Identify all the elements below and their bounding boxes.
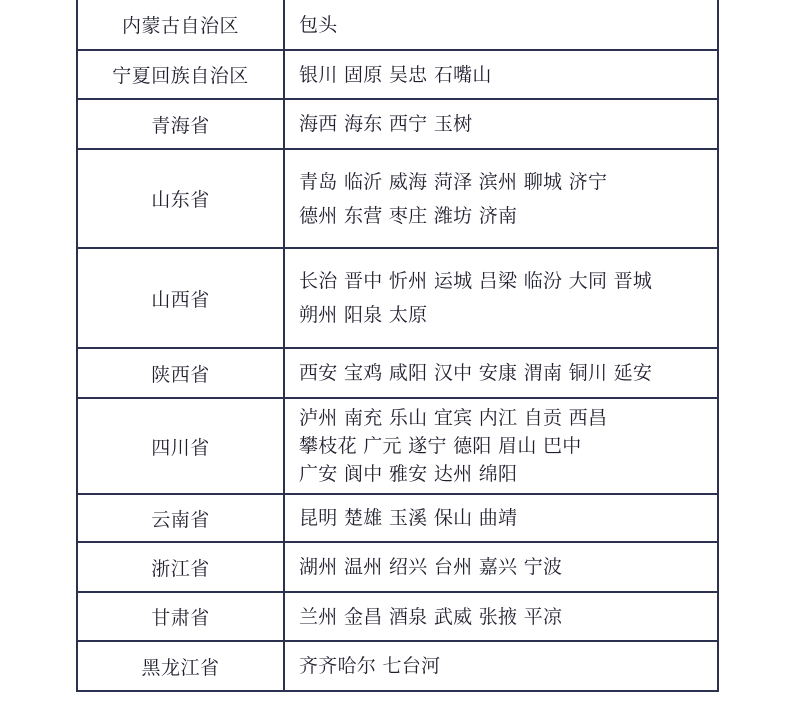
cities-cell [284,99,718,149]
city-line: 长治 晋中 忻州 运城 吕梁 临汾 大同 晋城 [299,270,653,292]
city-line: 湖州 温州 绍兴 台州 嘉兴 宁波 [299,556,563,578]
table-row [77,641,718,691]
city-line: 泸州 南充 乐山 宜宾 内江 自贡 西昌 [299,407,608,429]
province-cell: 云南省 [77,494,284,542]
city-line: 西安 宝鸡 咸阳 汉中 安康 渭南 铜川 延安 [299,362,653,384]
cities-cell [284,542,718,592]
region-table-container [76,0,717,692]
province-cell: 内蒙古自治区 [77,0,284,50]
city-line: 德州 东营 枣庄 潍坊 济南 [299,204,518,227]
city-line: 青岛 临沂 威海 菏泽 滨州 聊城 济宁 [299,170,608,193]
cities-cell [284,641,718,691]
province-cell: 山东省 [77,149,284,248]
city-line: 广安 阆中 雅安 达州 绵阳 [299,463,518,485]
city-line: 朔州 阳泉 太原 [299,304,428,326]
table-row [77,398,718,494]
cities-cell [284,0,718,50]
city-line: 昆明 楚雄 玉溪 保山 曲靖 [299,507,518,529]
cities-cell [284,50,718,99]
province-cell: 陕西省 [77,348,284,398]
province-cell: 宁夏回族自治区 [77,50,284,99]
province-cell: 四川省 [77,398,284,494]
table-row [77,0,718,50]
province-cell: 浙江省 [77,542,284,592]
province-cell: 山西省 [77,248,284,348]
table-row [77,494,718,542]
table-row [77,50,718,99]
province-cell: 青海省 [77,99,284,149]
province-cell: 黑龙江省 [77,641,284,691]
cities-cell [284,348,718,398]
cities-cell [284,248,718,348]
table-row [77,348,718,398]
city-line: 齐齐哈尔 七台河 [299,655,441,677]
cities-cell [284,592,718,641]
city-line: 包头 [299,13,338,36]
cities-cell [284,398,718,494]
province-cell: 甘肃省 [77,592,284,641]
region-city-table [76,0,719,692]
table-row [77,542,718,592]
table-row [77,149,718,248]
city-line: 攀枝花 广元 遂宁 德阳 眉山 巴中 [299,435,582,457]
cities-cell [284,149,718,248]
table-row [77,248,718,348]
table-row [77,99,718,149]
cities-cell [284,494,718,542]
city-line: 海西 海东 西宁 玉树 [299,113,473,135]
city-line: 银川 固原 吴忠 石嘴山 [299,63,492,86]
city-line: 兰州 金昌 酒泉 武威 张掖 平凉 [299,605,563,628]
table-row [77,592,718,641]
